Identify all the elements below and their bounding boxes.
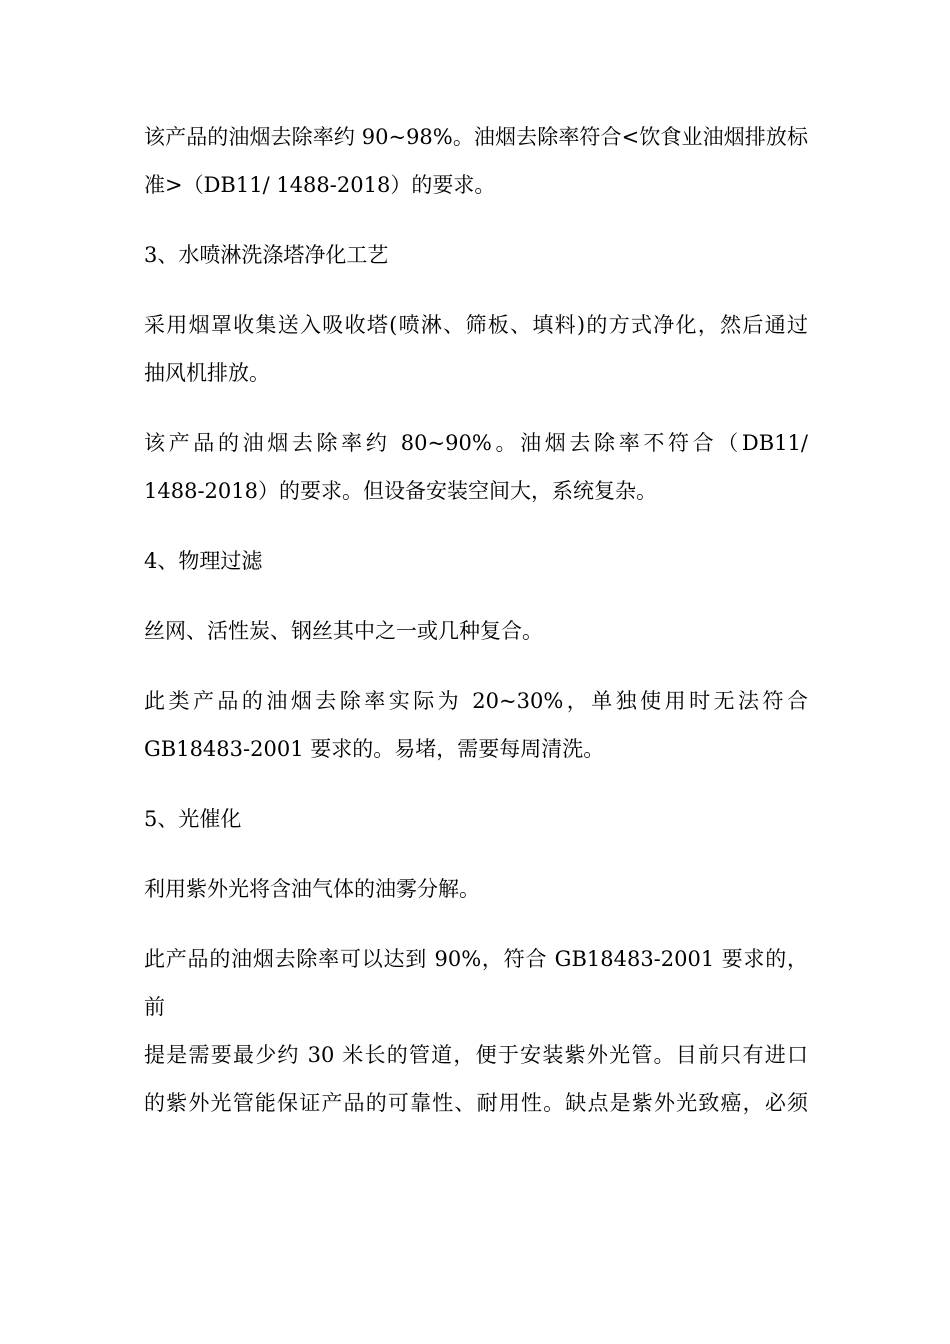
text-line: 的紫外光管能保证产品的可靠性、耐用性。缺点是紫外光致癌，必须	[144, 1091, 808, 1115]
text-line: 该产品的油烟去除率约 80~90%。油烟去除率不符合（DB11/	[144, 431, 808, 455]
text-line: 准>（DB11/ 1488-2018）的要求。	[144, 173, 496, 197]
text-line: 此产品的油烟去除率可以达到 90%，符合 GB18483-2001 要求的，前	[144, 947, 808, 1019]
text-line: 1488-2018）的要求。但设备安装空间大，系统复杂。	[144, 479, 657, 503]
text-line: 此类产品的油烟去除率实际为 20~30%，单独使用时无法符合	[144, 689, 808, 713]
heading-text: 5、光催化	[144, 807, 242, 831]
section-heading-physical-filter	[144, 537, 808, 585]
section-heading-water-spray	[144, 231, 808, 279]
text-line: 抽风机排放。	[144, 361, 270, 385]
paragraph-removal-rate-90-98	[144, 113, 808, 209]
text-line: GB18483-2001 要求的。易堵，需要每周清洗。	[144, 737, 605, 761]
heading-text: 3、水喷淋洗涤塔净化工艺	[144, 243, 389, 267]
text-line: 利用紫外光将含油气体的油雾分解。	[144, 877, 480, 901]
text-line: 丝网、活性炭、钢丝其中之一或几种复合。	[144, 619, 543, 643]
paragraph-removal-rate-80-90	[144, 419, 808, 515]
heading-text: 4、物理过滤	[144, 549, 263, 573]
text-line: 采用烟罩收集送入吸收塔(喷淋、筛板、填料)的方式净化，然后通过	[144, 313, 808, 337]
paragraph-removal-rate-20-30	[144, 677, 808, 773]
paragraph-spray-method	[144, 301, 808, 397]
text-line: 该产品的油烟去除率约 90~98%。油烟去除率符合<饮食业油烟排放标	[144, 125, 808, 149]
text-line: 提是需要最少约 30 米长的管道，便于安装紫外光管。目前只有进口	[144, 1043, 808, 1067]
section-heading-photocatalysis	[144, 795, 808, 843]
document-page	[144, 113, 808, 1127]
paragraph-uv-decomposition	[144, 865, 808, 913]
paragraph-filter-materials	[144, 607, 808, 655]
paragraph-photocatalysis-details	[144, 935, 808, 1127]
